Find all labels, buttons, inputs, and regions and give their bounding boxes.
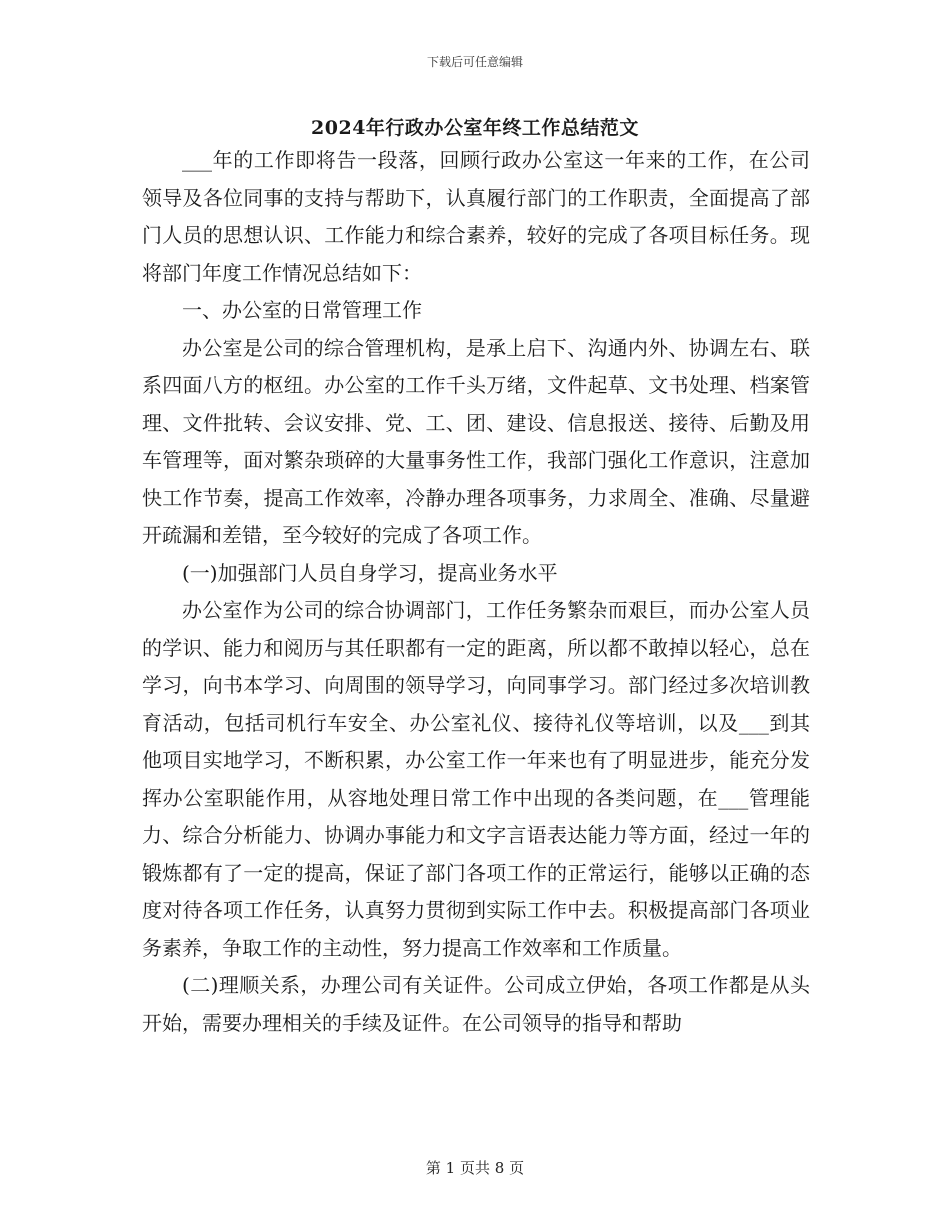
document-title: 2024年行政办公室年终工作总结范文: [311, 117, 639, 139]
body-paragraph: 办公室作为公司的综合协调部门，工作任务繁杂而艰巨，而办公室人员的学识、能力和阅历与其任职都有一定的距离，所以都不敢掉以轻心，总在学习，向书本学习、向周围的领导学习，向同事学习。部门经过多次培训教育活动，包括司机行车安全、办公室礼仪、接待礼仪等培训，以及___到其他项目实地学习，不断积累，办公室工作一年来也有了明显进步，能充分发挥办公室职能作用，从容地处理日常工作中出现的各类问题，在___管理能力、综合分析能力、协调办事能力和文字言语表达能力等方面，经过一年的锻炼都有了一定的提高，保证了部门各项工作的正常运行，能够以正确的态度对待各项工作任务，认真努力贯彻到实际工作中去。积极提高部门各项业务素养，争取工作的主动性，努力提高工作效率和工作质量。: [142, 598, 810, 960]
document-body: [142, 142, 810, 1042]
intro-paragraph: ___年的工作即将告一段落，回顾行政办公室这一年来的工作，在公司领导及各位同事的支持与帮助下，认真履行部门的工作职责，全面提高了部门人员的思想认识、工作能力和综合素养，较好的完成了各项目标任务。现将部门年度工作情况总结如下：: [142, 148, 810, 285]
subsection-heading-1: (一)加强部门人员自身学习，提高业务水平: [182, 560, 558, 585]
page-header-note: 下载后可任意编辑: [426, 55, 523, 69]
section-heading-1: 一、办公室的日常管理工作: [182, 298, 422, 322]
subsection-paragraph-2: (二)理顺关系，办理公司有关证件。公司成立伊始，各项工作都是从头开始，需要办理相关的手续及证件。在公司领导的指导和帮助: [142, 973, 810, 1035]
page-number-footer: 第 1 页共 8 页: [425, 1159, 525, 1177]
body-paragraph: 办公室是公司的综合管理机构，是承上启下、沟通内外、协调左右、联系四面八方的枢纽。办公室的工作千头万绪，文件起草、文书处理、档案管理、文件批转、会议安排、党、工、团、建设、信息报送、接待、后勤及用车管理等，面对繁杂琐碎的大量事务性工作，我部门强化工作意识，注意加快工作节奏，提高工作效率，冷静办理各项事务，力求周全、准确、尽量避开疏漏和差错，至今较好的完成了各项工作。: [142, 335, 810, 547]
